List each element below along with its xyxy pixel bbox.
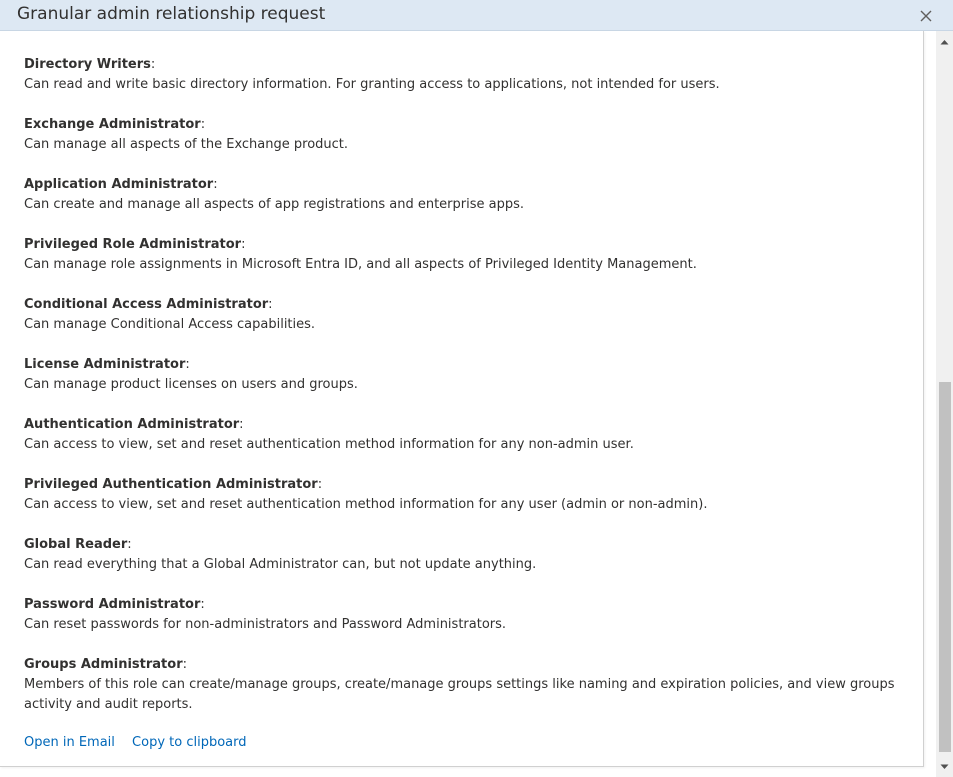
- close-button[interactable]: [917, 7, 935, 25]
- role-name: Authentication Administrator: [24, 417, 240, 432]
- scroll-down-button[interactable]: [936, 758, 953, 775]
- role-description: Can manage all aspects of the Exchange product.: [24, 137, 349, 152]
- role-name: Application Administrator: [24, 177, 214, 192]
- role-item: Exchange Administrator: Can manage all aspects of the Exchange product.: [24, 115, 904, 175]
- role-item: Privileged Authentication Administrator: Can access to view, set and reset authentication method information for any user (admin or non-admin).: [24, 475, 904, 535]
- roles-list: [24, 55, 904, 735]
- dialog-content: [0, 31, 924, 767]
- role-description: Members of this role can create/manage groups, create/manage groups settings like naming and expiration policies, and view groups activity and audit reports.: [24, 677, 895, 712]
- role-name: Directory Writers: [24, 57, 151, 72]
- role-description: Can access to view, set and reset authentication method information for any user (admin or non-admin).: [24, 497, 708, 512]
- role-name: Conditional Access Administrator: [24, 297, 269, 312]
- scrollbar-thumb[interactable]: [939, 382, 951, 752]
- role-item: Privileged Role Administrator: Can manage role assignments in Microsoft Entra ID, and all aspects of Privileged Identity Management.: [24, 235, 904, 295]
- role-item: License Administrator: Can manage product licenses on users and groups.: [24, 355, 904, 415]
- role-name: Privileged Role Administrator: [24, 237, 242, 252]
- role-name: Exchange Administrator: [24, 117, 201, 132]
- role-description: Can access to view, set and reset authentication method information for any non-admin user.: [24, 437, 634, 452]
- action-links: [24, 733, 260, 753]
- role-description: Can create and manage all aspects of app registrations and enterprise apps.: [24, 197, 525, 212]
- role-description: Can read everything that a Global Administrator can, but not update anything.: [24, 557, 537, 572]
- role-description: Can manage role assignments in Microsoft Entra ID, and all aspects of Privileged Identity Management.: [24, 257, 697, 272]
- role-description: Can reset passwords for non-administrators and Password Administrators.: [24, 617, 507, 632]
- role-item: Directory Writers: Can read and write basic directory information. For granting access to applications, not intended for users.: [24, 55, 904, 115]
- vertical-scrollbar[interactable]: [936, 31, 953, 777]
- role-name: Password Administrator: [24, 597, 201, 612]
- role-item: Groups Administrator: Members of this role can create/manage groups, create/manage groups settings like naming and expiration policies, and view groups activity and audit reports.: [24, 655, 904, 735]
- role-description: Can manage product licenses on users and groups.: [24, 377, 358, 392]
- role-item: Authentication Administrator: Can access to view, set and reset authentication method information for any non-admin user.: [24, 415, 904, 475]
- copy-to-clipboard-link[interactable]: Copy to clipboard: [132, 735, 247, 750]
- close-icon: [917, 7, 935, 25]
- role-name: License Administrator: [24, 357, 186, 372]
- role-description: Can manage Conditional Access capabilities.: [24, 317, 316, 332]
- role-item: Conditional Access Administrator: Can manage Conditional Access capabilities.: [24, 295, 904, 355]
- chevron-down-icon: [940, 764, 949, 770]
- role-description: Can read and write basic directory information. For granting access to applications, not intended for users.: [24, 77, 720, 92]
- role-name: Privileged Authentication Administrator: [24, 477, 318, 492]
- scroll-up-button[interactable]: [936, 33, 953, 50]
- role-item: Password Administrator: Can reset passwords for non-administrators and Password Administrators.: [24, 595, 904, 655]
- dialog-titlebar: [0, 0, 953, 31]
- role-name: Global Reader: [24, 537, 128, 552]
- chevron-up-icon: [940, 39, 949, 45]
- role-item: Global Reader: Can read everything that a Global Administrator can, but not update anything.: [24, 535, 904, 595]
- role-name: Groups Administrator: [24, 657, 183, 672]
- open-in-email-link[interactable]: Open in Email: [24, 735, 115, 750]
- dialog-title: Granular admin relationship request: [17, 4, 326, 24]
- role-item: Application Administrator: Can create and manage all aspects of app registrations and enterprise apps.: [24, 175, 904, 235]
